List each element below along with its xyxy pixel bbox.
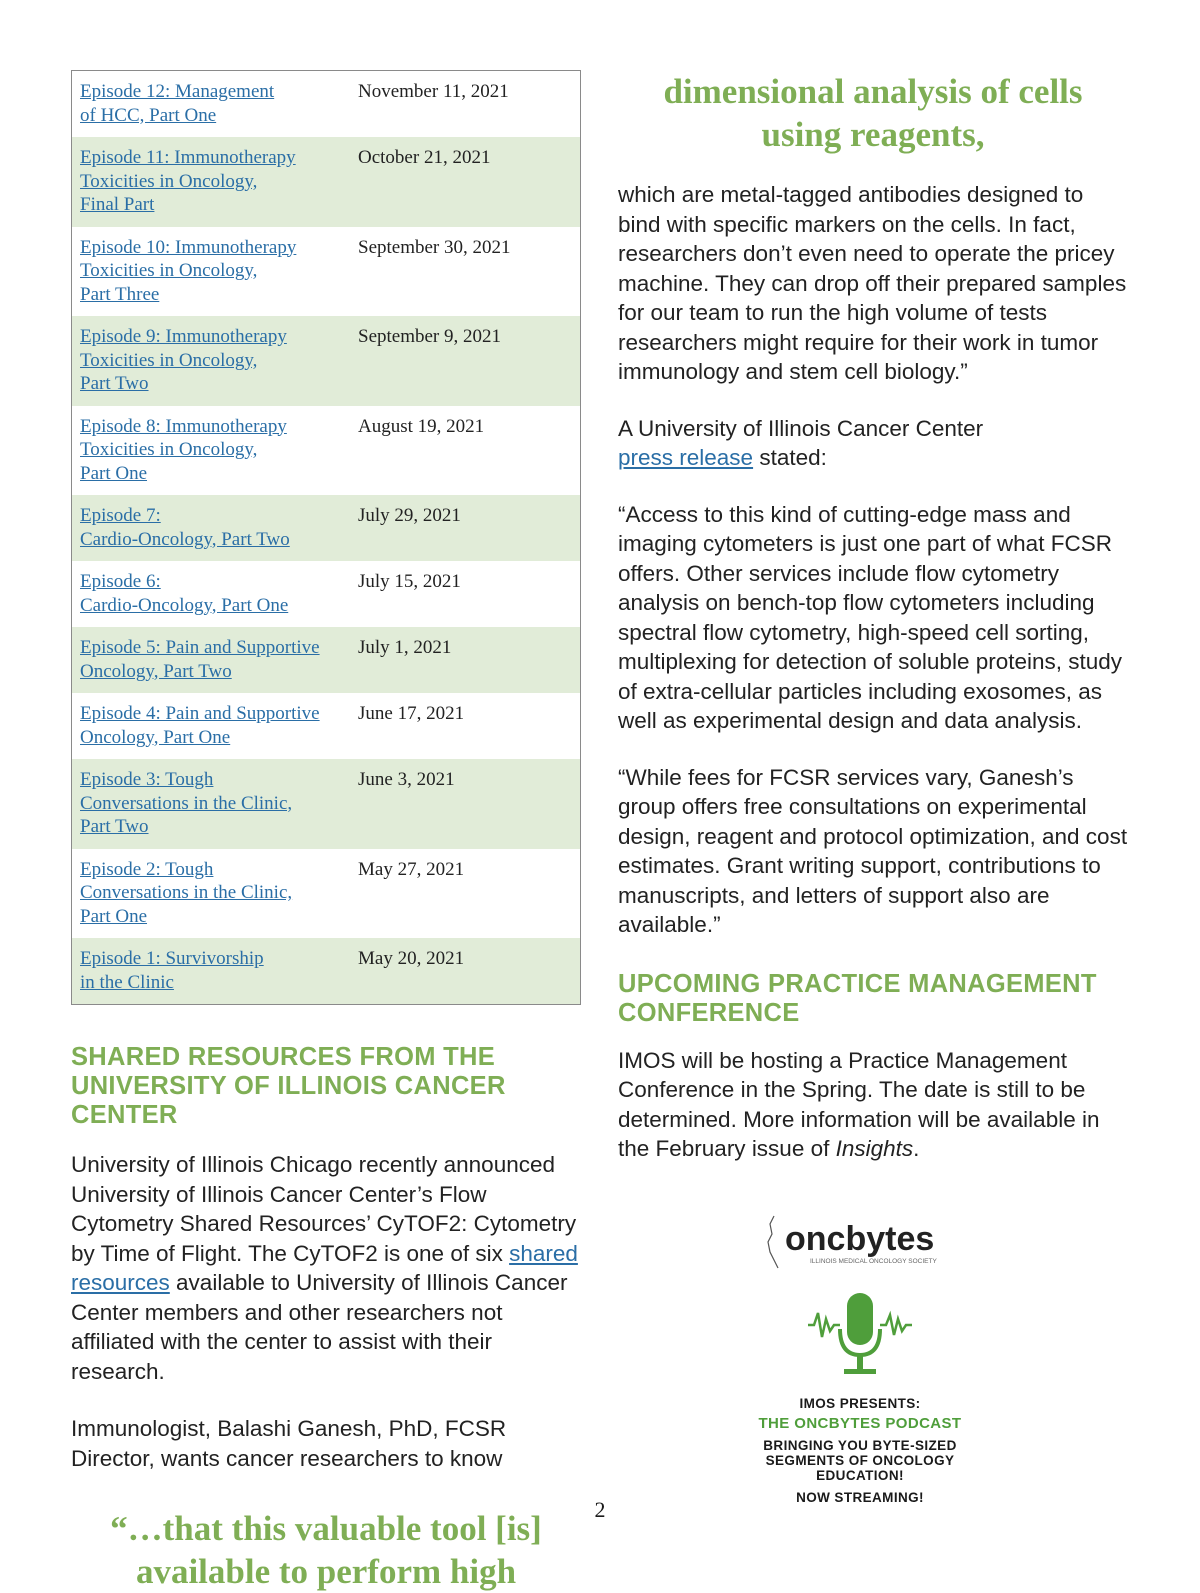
- shared-resources-heading: SHARED RESOURCES FROM THE UNIVERSITY OF ILLINOIS CANCER CENTER: [71, 1043, 506, 1129]
- pull-quote-part-1: “…that this valuable tool [is] available to perform high: [110, 1509, 542, 1591]
- episode-title-cell: [72, 759, 351, 849]
- microphone-icon: [730, 1285, 990, 1385]
- episode-link[interactable]: Episode 4: Pain and Supportive Oncology, Part One: [80, 703, 320, 748]
- episode-row: [72, 71, 581, 138]
- episode-date: May 27, 2021: [358, 858, 465, 880]
- episode-link[interactable]: Episode 12: Management of HCC, Part One: [80, 81, 275, 126]
- promo-line-2: THE ONCBYTES PODCAST: [758, 1415, 962, 1432]
- paragraph-text: .: [913, 1136, 920, 1161]
- episode-row: [72, 495, 581, 561]
- pull-quote-part-2: dimensional analysis of cells using reagents,: [663, 72, 1083, 154]
- episode-link[interactable]: Episode 2: Tough Conversations in the Clinic, Part One: [80, 858, 293, 927]
- episode-row: [72, 627, 581, 693]
- shared-resources-paragraph-3: which are metal-tagged antibodies designed to bind with specific markers on the cells. In fact, researchers don’t even need to operate the pricey machine. They can drop off their prepared samples for our team to run the high volume of tests researchers might require for their work in tumor immunology and stem cell biology.”: [618, 182, 1127, 384]
- episode-date: July 29, 2021: [350, 495, 581, 561]
- illinois-outline-icon: [768, 1216, 778, 1268]
- paragraph-text: A University of Illinois Cancer Center: [618, 415, 984, 441]
- page-number: 2: [594, 1497, 606, 1522]
- episode-date: July 15, 2021: [358, 571, 461, 592]
- episode-row: [72, 938, 581, 1005]
- episode-link[interactable]: Episode 10: Immunotherapy Toxicities in Oncology, Part Three: [80, 236, 297, 305]
- episode-row: [72, 693, 581, 759]
- oncbytes-logo: [730, 1208, 990, 1280]
- episode-title-cell: [72, 849, 351, 939]
- promo-line-1: IMOS PRESENTS:: [799, 1396, 921, 1411]
- oncbytes-promo: [730, 1208, 990, 1505]
- episode-title-cell: [72, 627, 351, 693]
- episode-row: [72, 406, 581, 496]
- right-column: [618, 70, 1128, 1164]
- paragraph-text: available to University of Illinois Cancer Center members and other researchers not affiliated with the center to assist with their research.: [71, 1270, 568, 1384]
- episode-row: [72, 759, 581, 849]
- episode-title-cell: [72, 406, 351, 496]
- episode-title-cell: [72, 938, 351, 1005]
- episode-link[interactable]: Episode 7: Cardio-Oncology, Part Two: [80, 505, 290, 550]
- episode-title-cell: [72, 693, 351, 759]
- episode-row: [72, 227, 581, 317]
- episode-date: November 11, 2021: [358, 81, 509, 102]
- episodes-table: [71, 70, 581, 1005]
- episode-row: [72, 316, 581, 406]
- shared-resources-link[interactable]: shared resources: [71, 1240, 578, 1295]
- logo-subtitle: ILLINOIS MEDICAL ONCOLOGY SOCIETY: [810, 1258, 937, 1265]
- episode-date: October 21, 2021: [350, 137, 581, 227]
- episode-title-cell: [72, 227, 351, 317]
- episode-link[interactable]: Episode 11: Immunotherapy Toxicities in Oncology, Final Part: [80, 147, 296, 215]
- episode-link[interactable]: Episode 6: Cardio-Oncology, Part One: [80, 571, 289, 616]
- conference-heading: UPCOMING PRACTICE MANAGEMENT CONFERENCE: [618, 969, 1097, 1027]
- episode-link[interactable]: Episode 3: Tough Conversations in the Clinic, Part Two: [80, 769, 293, 837]
- episode-link[interactable]: Episode 5: Pain and Supportive Oncology, Part Two: [80, 637, 320, 682]
- shared-resources-paragraph-5: “Access to this kind of cutting-edge mass and imaging cytometers is just one part of what FCSR offers. Other services include flow cytometry analysis on bench-top flow cytometers including spectral flow cytometry, high-speed cell sorting, multiplexing for detection of soluble proteins, study of extra-cellular particles including exosomes, as well as experimental design and data analysis.: [618, 501, 1123, 733]
- episode-date: September 9, 2021: [350, 316, 581, 406]
- episode-date: June 3, 2021: [350, 759, 581, 849]
- paragraph-text: IMOS will be hosting a Practice Management Conference in the Spring. The date is still to be determined. More information will be available in the February issue of: [618, 1047, 1100, 1161]
- paragraph-text: University of Illinois Chicago recently announced University of Illinois Cancer Center’s Flow Cytometry Shared Resources’ CyTOF2: Cytometry by Time of Flight. The CyTOF2 is one of six: [71, 1152, 577, 1266]
- episode-link[interactable]: Episode 8: Immunotherapy Toxicities in Oncology, Part One: [80, 415, 287, 484]
- episode-row: [72, 849, 581, 939]
- shared-resources-paragraph-6: “While fees for FCSR services vary, Ganesh’s group offers free consultations on experimental design, reagent and protocol optimization, and cost estimates. Grant writing support, contributions to manuscripts, and letters of support also are available.”: [618, 764, 1128, 937]
- insights-title: Insights: [835, 1136, 914, 1161]
- promo-line-3: BRINGING YOU BYTE-SIZED SEGMENTS OF ONCOLOGY EDUCATION!: [763, 1438, 957, 1483]
- episode-title-cell: [72, 316, 351, 406]
- episode-link[interactable]: Episode 1: Survivorship in the Clinic: [80, 948, 264, 993]
- shared-resources-paragraph-1: [71, 1150, 581, 1386]
- paragraph-text: stated:: [753, 445, 827, 470]
- episode-link[interactable]: Episode 9: Immunotherapy Toxicities in Oncology, Part Two: [80, 326, 287, 394]
- episode-title-cell: [72, 137, 351, 227]
- promo-line-4: NOW STREAMING!: [796, 1490, 924, 1505]
- episode-date: August 19, 2021: [358, 415, 485, 437]
- episode-title-cell: [72, 495, 351, 561]
- left-column: [71, 70, 581, 1593]
- conference-paragraph: [618, 1046, 1128, 1164]
- episode-date: September 30, 2021: [358, 236, 511, 258]
- episode-date: July 1, 2021: [350, 627, 581, 693]
- episode-row: [72, 561, 581, 627]
- logo-wordmark: oncbytes: [785, 1220, 935, 1258]
- episode-date: May 20, 2021: [350, 938, 581, 1005]
- press-release-link[interactable]: press release: [618, 445, 754, 470]
- episode-title-cell: [72, 561, 351, 627]
- episode-title-cell: [72, 71, 351, 138]
- episode-row: [72, 137, 581, 227]
- shared-resources-paragraph-4: [618, 414, 1128, 473]
- shared-resources-paragraph-2: Immunologist, Balashi Ganesh, PhD, FCSR Director, wants cancer researchers to know: [71, 1416, 507, 1471]
- episode-date: June 17, 2021: [358, 703, 465, 724]
